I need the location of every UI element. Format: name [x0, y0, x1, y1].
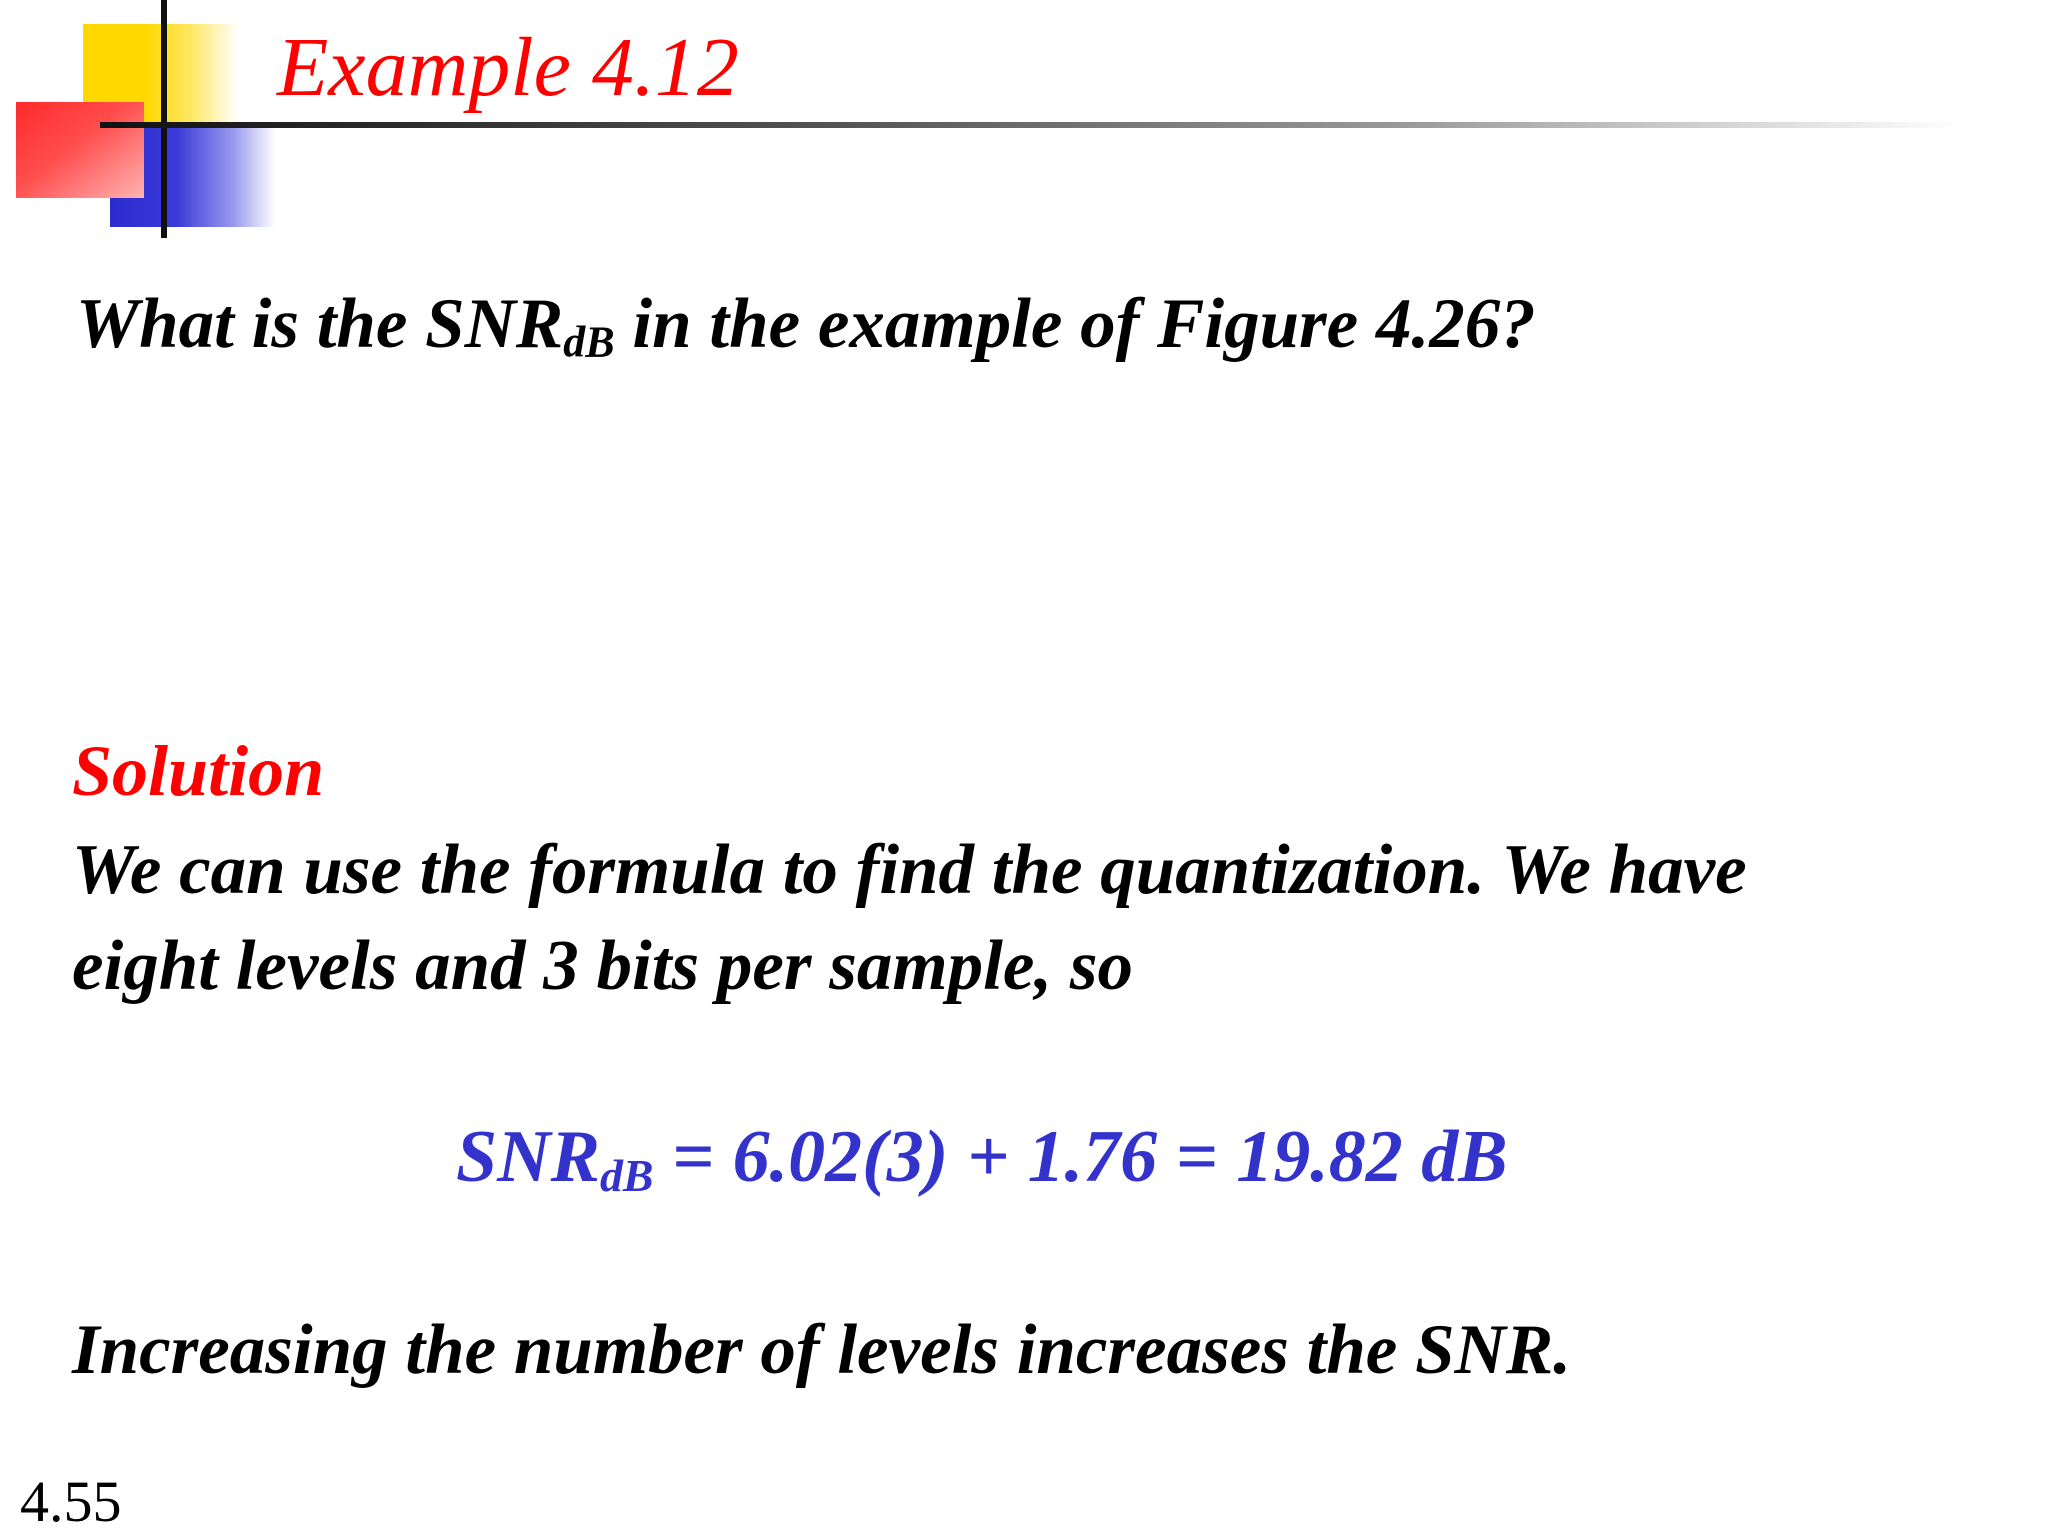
question-subscript: dB: [563, 317, 615, 367]
question-text-end: in the example of Figure 4.26?: [614, 285, 1536, 363]
formula-subscript: dB: [599, 1150, 654, 1202]
logo-vertical-line: [161, 0, 167, 238]
slide-number: 4.55: [20, 1469, 122, 1534]
title-underline: [100, 122, 1960, 128]
solution-line-1: We can use the formula to find the quantization. We have: [72, 831, 1747, 909]
question-text-start: What is the SNR: [76, 285, 564, 363]
conclusion-text: Increasing the number of levels increases the SNR.: [72, 1311, 1571, 1389]
slide-title: Example 4.12: [277, 21, 739, 114]
formula-end: = 6.02(3) + 1.76 = 19.82 dB: [653, 1116, 1508, 1198]
solution-heading: Solution: [72, 731, 325, 811]
solution-line-2: eight levels and 3 bits per sample, so: [72, 927, 1134, 1005]
logo-red-square: [16, 102, 144, 198]
question-text: [76, 284, 1536, 368]
snr-formula: [456, 1115, 1508, 1203]
solution-body: [72, 822, 1747, 1014]
formula-start: SNR: [456, 1116, 600, 1198]
